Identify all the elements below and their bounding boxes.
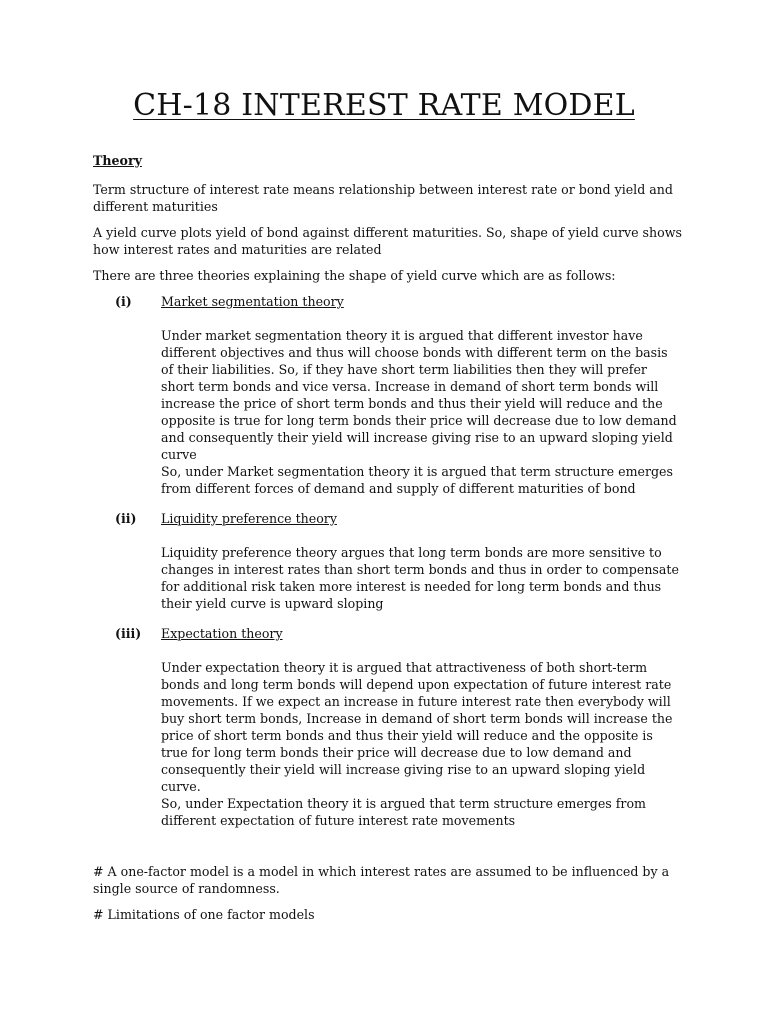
theory-body: Under market segmentation theory it is argued that different investor have different objectives and thus will choose bonds with different term on the basis of their liabilities. So, if they have short term liabilities then they will prefer short term bonds and vice versa. Increase in demand of short term bonds will increase the price of short term bonds and thus their yield will reduce and the opposite is true for long term bonds their price will decrease due to low demand and consequently their yield will increase giving rise to an upward sloping yield curve: [161, 328, 677, 462]
theory-numeral: (ii): [115, 511, 137, 526]
theory-item-expectation: [93, 625, 683, 829]
note-limitations: # Limitations of one factor models: [93, 907, 315, 922]
theory-item-market-segmentation: [93, 293, 683, 497]
theory-conclusion: So, under Market segmentation theory it is argued that term structure emerges from different forces of demand and supply of different maturities of bond: [161, 464, 673, 496]
document-body: [93, 152, 683, 932]
theory-conclusion: So, under Expectation theory it is argued that term structure emerges from different expectation of future interest rate movements: [161, 796, 646, 828]
intro-paragraph-2: A yield curve plots yield of bond against different maturities. So, shape of yield curve shows how interest rates and maturities are related: [93, 225, 682, 257]
theory-item-liquidity-preference: [93, 510, 683, 612]
section-heading-theory: Theory: [93, 153, 142, 168]
theory-numeral: (iii): [115, 626, 142, 641]
theory-title: Liquidity preference theory: [161, 511, 337, 526]
page-title: [0, 88, 768, 123]
theory-body: Under expectation theory it is argued that attractiveness of both short-term bonds and long term bonds will depend upon expectation of future interest rate movements. If we expect an increase in future interest rate then everybody will buy short term bonds, Increase in demand of short term bonds will increase the price of short term bonds and thus their yield will reduce and the opposite is true for long term bonds their price will decrease due to low demand and consequently their yield will increase giving rise to an upward sloping yield curve.: [161, 660, 673, 794]
theory-body: Liquidity preference theory argues that long term bonds are more sensitive to changes in interest rates than short term bonds and thus in order to compensate for additional risk taken more interest is needed for long term bonds and thus their yield curve is upward sloping: [161, 545, 679, 611]
theory-numeral: (i): [115, 294, 132, 309]
intro-paragraph-1: Term structure of interest rate means relationship between interest rate or bond yield and different maturities: [93, 182, 673, 214]
note-one-factor-model: # A one-factor model is a model in which interest rates are assumed to be influenced by a single source of randomness.: [93, 864, 670, 896]
theory-title: Expectation theory: [161, 626, 283, 641]
page-title-text: CH-18 INTEREST RATE MODEL: [133, 88, 635, 123]
intro-paragraph-3: There are three theories explaining the shape of yield curve which are as follows:: [93, 268, 616, 283]
theory-title: Market segmentation theory: [161, 294, 344, 309]
